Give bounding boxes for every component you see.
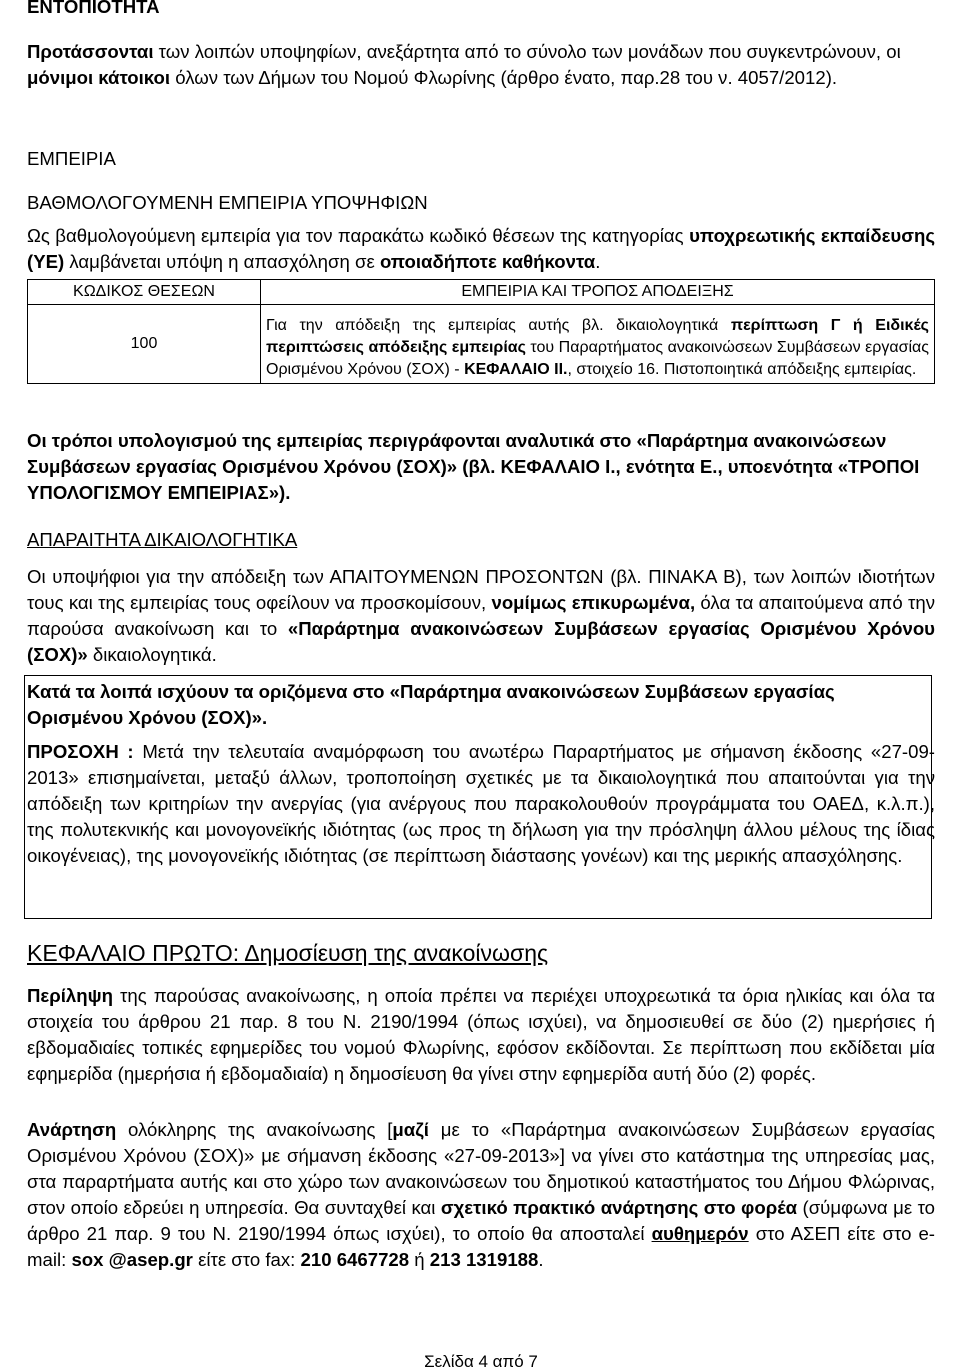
- chapter-one-title: ΚΕΦΑΛΑΙΟ ΠΡΩΤΟ: Δημοσίευση της ανακοίνωσης: [27, 940, 549, 966]
- notice-bold-text: Κατά τα λοιπά ισχύουν τα οριζόμενα στο «Παράρτημα ανακοινώσεων Συμβάσεων εργασίας Ορισμένου Χρόνου (ΣΟΧ)».: [27, 681, 835, 728]
- location-title: ΕΝΤΟΠΙΟΤΗΤΑ: [27, 0, 160, 17]
- fax-number-1: 210 6467728: [300, 1249, 410, 1270]
- email-address: sox @asep.gr: [71, 1249, 193, 1270]
- page-footer: Σελίδα 4 από 7: [424, 1352, 538, 1371]
- experience-proof-description: Για την απόδειξη της εμπειρίας αυτής βλ. δικαιολογητικά περίπτωση Γ ή Ειδικές περιπτώσεις απόδειξης εμπειρίας του Παραρτήματος ανακοινώσεων Συμβάσεων εργασίας Ορισμένου Χρόνου (ΣΟΧ) - ΚΕΦΑΛΑΙΟ ΙΙ., στοιχείο 16. Πιστοποιητικά απόδειξης εμπειρίας.: [261, 305, 935, 384]
- experience-subtitle: ΒΑΘΜΟΛΟΓΟΥΜΕΝΗ ΕΜΠΕΙΡΙΑ ΥΠΟΨΗΦΙΩΝ: [27, 192, 428, 213]
- documents-title: ΑΠΑΡΑΙΤΗΤΑ ΔΙΚΑΙΟΛΟΓΗΤΙΚΑ: [27, 529, 298, 550]
- documents-paragraph: Οι υποψήφιοι για την απόδειξη των ΑΠΑΙΤΟΥΜΕΝΩΝ ΠΡΟΣΟΝΤΩΝ (βλ. ΠΙΝΑΚΑ Β), των λοιπών ιδιοτήτων τους και της εμπειρίας τους οφείλουν να προσκομίσουν, νομίμως επικυρωμένα, όλα τα απαιτούμενα από την παρούσα ανακοίνωση και το «Παράρτημα ανακοινώσεων Συμβάσεων εργασίας Ορισμένου Χρόνου (ΣΟΧ)» δικαιολογητικά.: [27, 566, 935, 665]
- summary-paragraph: Περίληψη της παρούσας ανακοίνωσης, η οποία πρέπει να περιέχει υποχρεωτικά τα όρια ηλικίας και όλα τα στοιχεία του άρθρου 21 παρ. 8 του Ν. 2190/1994 (όπως ισχύει), να δημοσιευθεί σε δύο (2) ημερήσιες ή εβδομαδιαίες τοπικές εφημερίδες του νομού Φλωρίνης, εφόσον εκδίδονται. Σε περίπτωση που εκδίδεται μία εφημερίδα (ημερήσια ή εβδομαδιαία) η δημοσίευση θα γίνει στην εφημερίδα αυτή δύο (2) φορές.: [27, 985, 935, 1084]
- experience-table: [27, 279, 935, 384]
- table-header-row: [28, 280, 935, 305]
- experience-title: ΕΜΠΕΙΡΙΑ: [27, 148, 116, 169]
- attention-label: ΠΡΟΣΟΧΗ :: [27, 741, 134, 762]
- table-header-experience: ΕΜΠΕΙΡΙΑ ΚΑΙ ΤΡΟΠΟΣ ΑΠΟΔΕΙΞΗΣ: [261, 280, 935, 305]
- posting-paragraph: Ανάρτηση ολόκληρης της ανακοίνωσης [μαζί με το «Παράρτημα ανακοινώσεων Συμβάσεων εργασίας Ορισμένου Χρόνου (ΣΟΧ)» με σήμανση έκδοσης «27-09-2013»] να γίνει στο κατάστημα της υπηρεσίας μας, στα παραρτήματα αυτής και στο χώρο των ανακοινώσεων του δημοτικού καταστήματος του Δήμου Φλώρινας, στον οποίο εδρεύει η υπηρεσία. Θα συνταχθεί και σχετικό πρακτικό ανάρτησης στο φορέα (σύμφωνα με το άρθρο 21 παρ. 9 του Ν. 2190/1994 όπως ισχύει), το οποίο θα αποσταλεί αυθημερόν στο ΑΣΕΠ είτε στο e-mail: sox @asep.gr είτε στο fax: 210 6467728 ή 213 1319188.: [27, 1119, 936, 1270]
- position-code: 100: [28, 305, 261, 384]
- table-row: [28, 305, 935, 384]
- fax-number-2: 213 1319188: [429, 1249, 539, 1270]
- location-paragraph: Προτάσσονται των λοιπών υποψηφίων, ανεξάρτητα από το σύνολο των μονάδων που συγκεντρώνουν, οι μόνιμοι κάτοικοι όλων των Δήμων του Νομού Φλωρίνης (άρθρο ένατο, παρ.28 του ν. 4057/2012).: [27, 41, 901, 88]
- experience-paragraph: Ως βαθμολογούμενη εμπειρία για τον παρακάτω κωδικό θέσεων της κατηγορίας υποχρεωτικής εκπαίδευσης (ΥΕ) λαμβάνεται υπόψη η απασχόληση σε οποιαδήποτε καθήκοντα.: [27, 225, 935, 272]
- table-header-code: ΚΩΔΙΚΟΣ ΘΕΣΕΩΝ: [28, 280, 261, 305]
- attention-paragraph: ΠΡΟΣΟΧΗ : Μετά την τελευταία αναμόρφωση του ανωτέρω Παραρτήματος με σήμανση έκδοσης «27-09-2013» επισημαίνεται, μεταξύ άλλων, τροποποίηση σχετικές με τα δικαιολογητικά που απαιτούνται για την απόδειξη των κριτηρίων την ανεργίας (για ανέργους που παρακολουθούν προγράμματα του ΟΑΕΔ, κ.λ.π.), της πολυτεκνικής και μονογονεϊκής ιδιότητας (ως προς τη δήλωση για την πρόσληψη άλλου μέλους της ίδιας οικογένειας), της μονογονεϊκής ιδιότητας (σε περίπτωση διάστασης γονέων) και της μερικής απασχόλησης.: [27, 741, 935, 866]
- calculation-note: Οι τρόποι υπολογισμού της εμπειρίας περιγράφονται αναλυτικά στο «Παράρτημα ανακοινώσεων Συμβάσεων εργασίας Ορισμένου Χρόνου (ΣΟΧ)» (βλ. ΚΕΦΑΛΑΙΟ Ι., ενότητα Ε., υποενότητα «ΤΡΟΠΟΙ ΥΠΟΛΟΓΙΣΜΟΥ ΕΜΠΕΙΡΙΑΣ»).: [27, 430, 920, 503]
